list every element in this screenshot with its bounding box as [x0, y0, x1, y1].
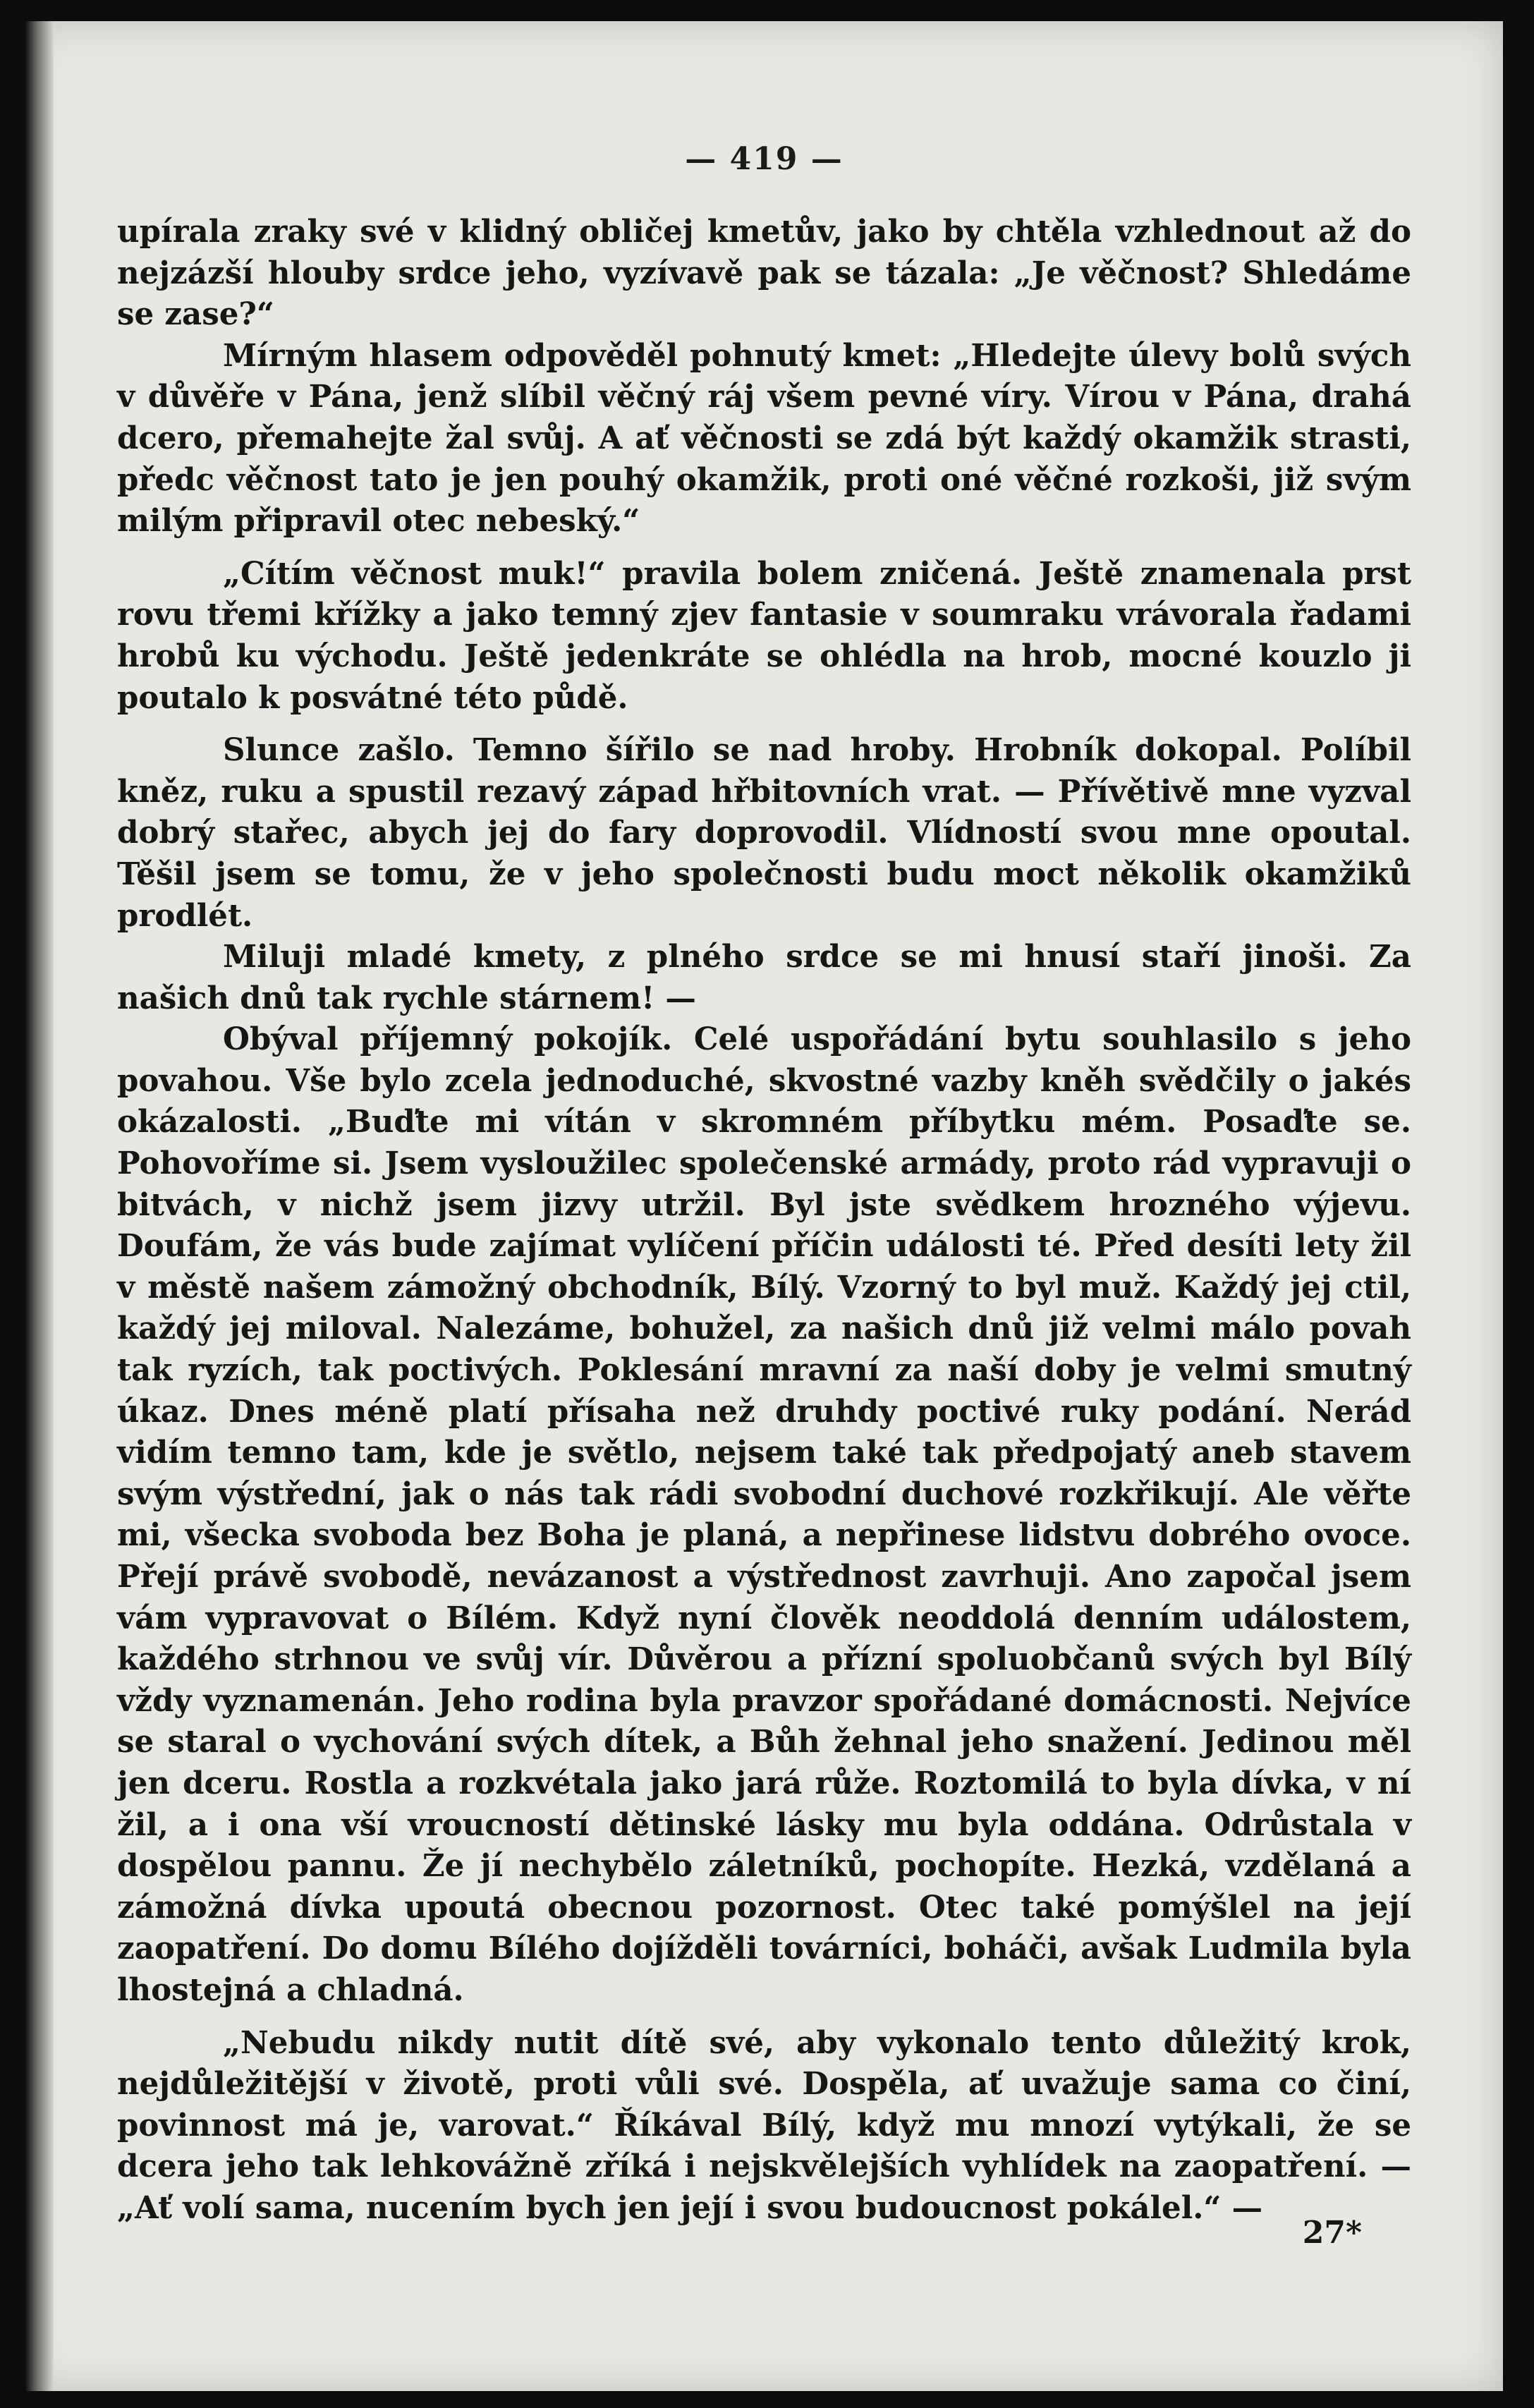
printer-signature: 27*	[1302, 2215, 1362, 2251]
paragraph-4: Slunce zašlo. Temno šířilo se nad hroby. Hrobník dokopal. Políbil kněz, ruku a spustil rezavý západ hřbitovních vrat. — Přívětivě mne vyzval dobrý stařec, abych jej do fary doprovodil. Vlídností svou mne opoutal. Těšil jsem se tomu, že v jeho společnosti budu moct několik okamžiků prodlét.	[117, 732, 1411, 934]
page-binding-shadow	[25, 21, 54, 2391]
book-page	[25, 21, 1503, 2391]
paragraph-1: upírala zraky své v klidný obličej kmetův, jako by chtěla vzhlednout až do nejzázší hlouby srdce jeho, vyzívavě pak se tázala: „Je věčnost? Shledáme se zase?“	[117, 214, 1411, 333]
paragraph-2: Mírným hlasem odpověděl pohnutý kmet: „Hledejte úlevy bolů svých v důvěře v Pána, jenž slíbil věčný ráj všem pevné víry. Vírou v Pána, drahá dcero, přemahejte žal svůj. A ať věčnosti se zdá být každý okamžik strasti, předc věčnost tato je jen pouhý okamžik, proti oné věčné rozkoši, již svým milým připravil otec nebeský.“	[117, 337, 1411, 540]
paragraph-5: Miluji mladé kmety, z plného srdce se mi hnusí staří jinoši. Za našich dnů tak rychle stárnem! —	[117, 939, 1411, 1016]
paragraph-6: Obýval příjemný pokojík. Celé uspořádání bytu souhlasilo s jeho povahou. Vše bylo zcela jednoduché, skvostné vazby kněh svědčily o jakés okázalosti. „Buďte mi vítán v skromném příbytku mém. Posaďte se. Pohovoříme si. Jsem vysloužilec společenské armády, proto rád vypravuji o bitvách, v nichž jsem jizvy utržil. Byl jste svědkem hrozného výjevu. Doufám, že vás bude zajímat vylíčení příčin události té. Před desíti lety žil v městě našem zámožný obchodník, Bílý. Vzorný to byl muž. Každý jej ctil, každý jej miloval. Nalezáme, bohužel, za našich dnů již velmi málo povah tak ryzích, tak poctivých. Poklesání mravní za naší doby je velmi smutný úkaz. Dnes méně platí přísaha než druhdy poctivé ruky podání. Nerád vidím temno tam, kde je světlo, nejsem také tak předpojatý aneb stavem svým výstřední, jak o nás tak rádi svobodní duchové rozkřikují. Ale věřte mi, všecka svoboda bez Boha je planá, a nepřinese lidstvu dobrého ovoce. Přejí právě svobodě, nevázanost a výstřednost zavrhuji. Ano započal jsem vám vypravovat o Bílém. Když nyní člověk neoddolá denním událostem, každého strhnou ve svůj vír. Důvěrou a přízní spoluobčanů svých byl Bílý vždy vyznamenán. Jeho rodina byla pravzor spořádané domácnosti. Nejvíce se staral o vychování svých dítek, a Bůh žehnal jeho snažení. Jedinou měl jen dceru. Rostla a rozkvétala jako jará růže. Roztomilá to byla dívka, v ní žil, a i ona vší vroucností dětinské lásky mu byla oddána. Odrůstala v dospělou pannu. Že jí nechybělo záletníků, pochopíte. Hezká, vzdělaná a zámožná dívka upoutá obecnou pozornost. Otec také pomýšlel na její zaopatření. Do domu Bílého dojížděli továrníci, boháči, avšak Ludmila byla lhostejná a chladná.	[117, 1021, 1411, 2008]
paragraph-7: „Nebudu nikdy nutit dítě své, aby vykonalo tento důležitý krok, nejdůležitější v životě, proti vůli své. Dospěla, ať uvažuje sama co činí, povinnost má je, varovat.“ Říkával Bílý, když mu mnozí vytýkali, že se dcera jeho tak lehkovážně zříká i nejskvělejších vyhlídek na zaopatření. — „Ať volí sama, nucením bych jen její i svou budoucnost pokálel.“ —	[117, 2024, 1411, 2226]
page-number: — 419 —	[685, 141, 844, 177]
body-text	[117, 212, 1411, 2230]
paragraph-3: „Cítím věčnost muk!“ pravila bolem zničená. Ještě znamenala prst rovu třemi křížky a jako temný zjev fantasie v soumraku vrávorala řadami hrobů ku východu. Ještě jedenkráte se ohlédla na hrob, mocné kouzlo ji poutalo k posvátné této půdě.	[117, 555, 1411, 716]
